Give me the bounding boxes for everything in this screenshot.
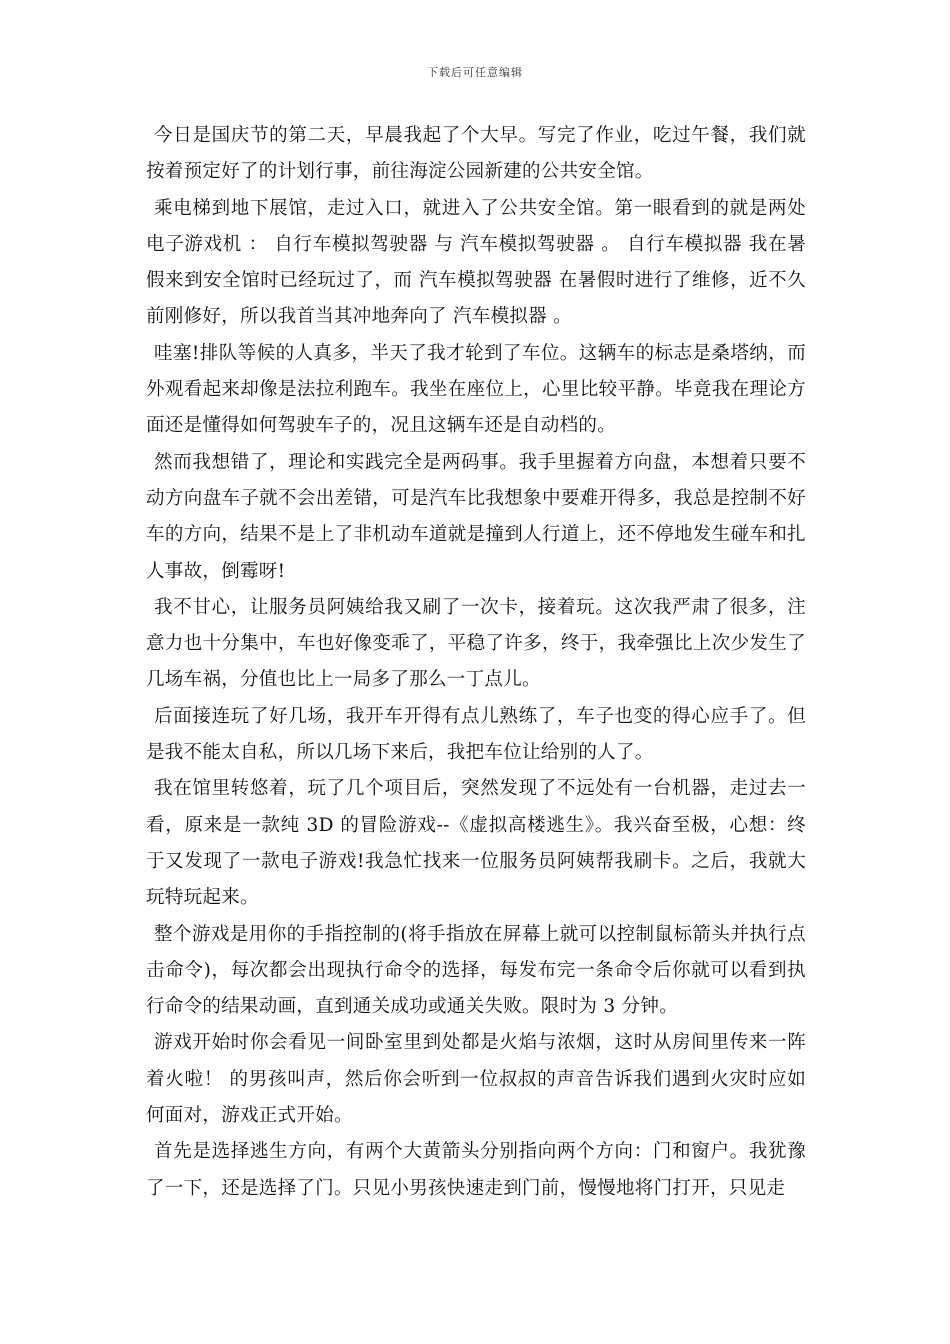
page-header-note: 下载后可任意编辑	[427, 66, 523, 79]
paragraph-5: 我不甘心，让服务员阿姨给我又刷了一次卡，接着玩。这次我严肃了很多，注意力也十分集中，车也好像变乖了，平稳了许多，终于，我牵强比上次少发生了几场车祸，分值也比上一局多了那么一丁点儿。	[146, 596, 806, 691]
paragraph-10: 首先是选择逃生方向，有两个大黄箭头分别指向两个方向：门和窗户。我犹豫了一下，还是选择了门。只见小男孩快速走到门前，慢慢地将门打开，只见走	[146, 1141, 806, 1199]
paragraph-7: 我在馆里转悠着，玩了几个项目后，突然发现了不远处有一台机器，走过去一看，原来是一款纯 3D 的冒险游戏--《虚拟高楼逃生》。我兴奋至极，心想：终于又发现了一款电子游戏!我急忙找来一位服务员阿姨帮我刷卡。之后，我就大玩特玩起来。	[146, 778, 806, 909]
paragraph-3: 哇塞!排队等候的人真多，半天了我才轮到了车位。这辆车的标志是桑塔纳，而外观看起来却像是法拉利跑车。我坐在座位上，心里比较平静。毕竟我在理论方面还是懂得如何驾驶车子的，况且这辆车还是自动档的。	[146, 342, 806, 437]
paragraph-4: 然而我想错了，理论和实践完全是两码事。我手里握着方向盘，本想着只要不动方向盘车子就不会出差错，可是汽车比我想象中要难开得多，我总是控制不好车的方向，结果不是上了非机动车道就是撞到人行道上，还不停地发生碰车和扎人事故，倒霉呀!	[146, 451, 806, 582]
paragraph-1: 今日是国庆节的第二天，早晨我起了个大早。写完了作业，吃过午餐，我们就按着预定好了的计划行事，前往海淀公园新建的公共安全馆。	[146, 125, 806, 183]
paragraph-2: 乘电梯到地下展馆，走过入口，就进入了公共安全馆。第一眼看到的就是两处电子游戏机 ： 自行车模拟驾驶器 与 汽车模拟驾驶器 。 自行车模拟器 我在暑假来到安全馆时已经玩过了，而 汽车模拟驾驶器 在暑假时进行了维修，近不久前刚修好，所以我首当其冲地奔向了 汽车模拟器 。	[146, 197, 806, 328]
paragraph-9: 游戏开始时你会看见一间卧室里到处都是火焰与浓烟，这时从房间里传来一阵着火啦！ 的男孩叫声，然后你会听到一位叔叔的声音告诉我们遇到火灾时应如何面对，游戏正式开始。	[146, 1032, 806, 1127]
document-body	[146, 118, 806, 1207]
paragraph-8: 整个游戏是用你的手指控制的(将手指放在屏幕上就可以控制鼠标箭头并执行点击命令)，每次都会出现执行命令的选择，每发布完一条命令后你就可以看到执行命令的结果动画，直到通关成功或通关失败。限时为 3 分钟。	[146, 923, 806, 1018]
paragraph-6: 后面接连玩了好几场，我开车开得有点儿熟练了，车子也变的得心应手了。但是我不能太自私，所以几场下来后，我把车位让给别的人了。	[146, 705, 806, 764]
